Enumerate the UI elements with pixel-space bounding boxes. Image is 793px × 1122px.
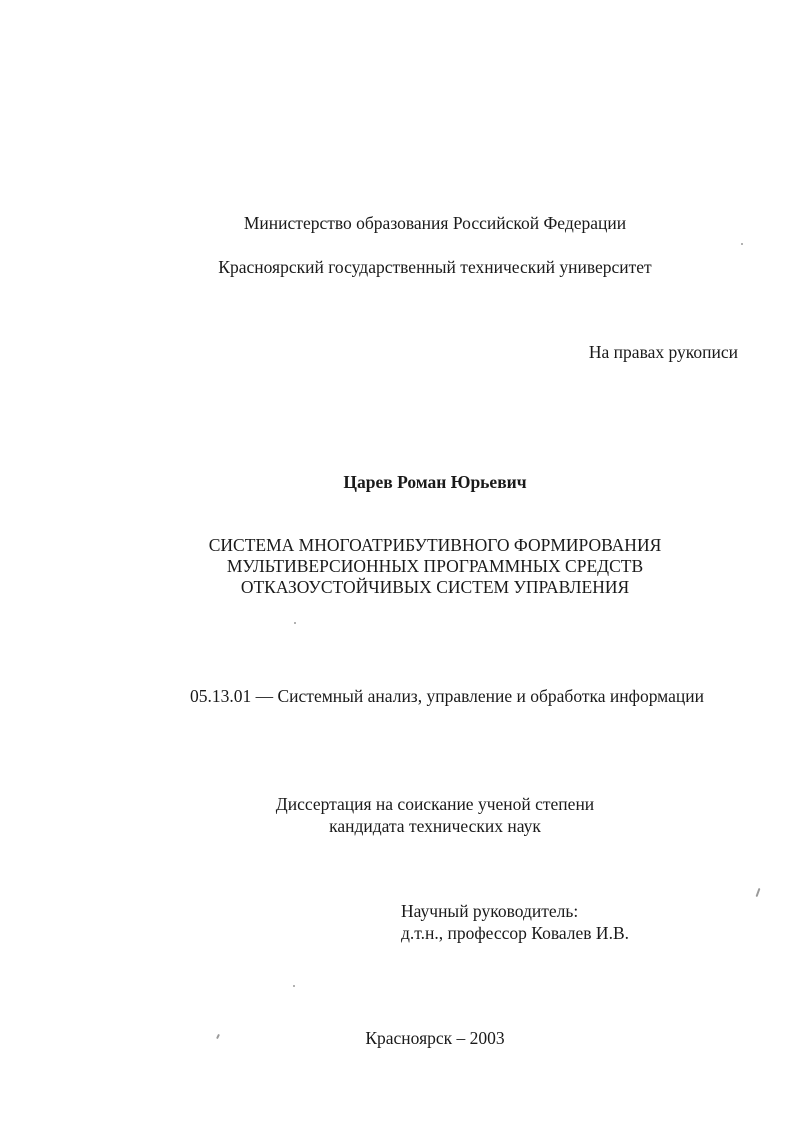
supervisor-label: Научный руководитель: <box>401 901 579 921</box>
scan-speck <box>756 888 761 897</box>
author-name: Царев Роман Юрьевич <box>343 472 527 492</box>
scan-speck <box>293 985 295 987</box>
degree-field: кандидата технических наук <box>329 816 541 836</box>
specialty-code: 05.13.01 — Системный анализ, управление и обработка информации <box>190 686 704 706</box>
manuscript-rights-note: На правах рукописи <box>588 342 738 362</box>
scan-speck <box>294 622 296 624</box>
university-name: Красноярский государственный технический университет <box>218 257 652 277</box>
scan-speck <box>741 243 743 245</box>
degree-statement: Диссертация на соискание ученой степени <box>275 794 595 814</box>
title-line: МУЛЬТИВЕРСИОННЫХ ПРОГРАММНЫХ СРЕДСТВ <box>226 556 644 576</box>
title-line: СИСТЕМА МНОГОАТРИБУТИВНОГО ФОРМИРОВАНИЯ <box>208 535 662 555</box>
ministry-name: Министерство образования Российской Федерации <box>243 213 627 233</box>
supervisor-name: д.т.н., профессор Ковалев И.В. <box>401 923 629 943</box>
city-year: Красноярск – 2003 <box>365 1028 505 1048</box>
title-line: ОТКАЗОУСТОЙЧИВЫХ СИСТЕМ УПРАВЛЕНИЯ <box>240 577 630 597</box>
dissertation-title <box>0 535 793 598</box>
